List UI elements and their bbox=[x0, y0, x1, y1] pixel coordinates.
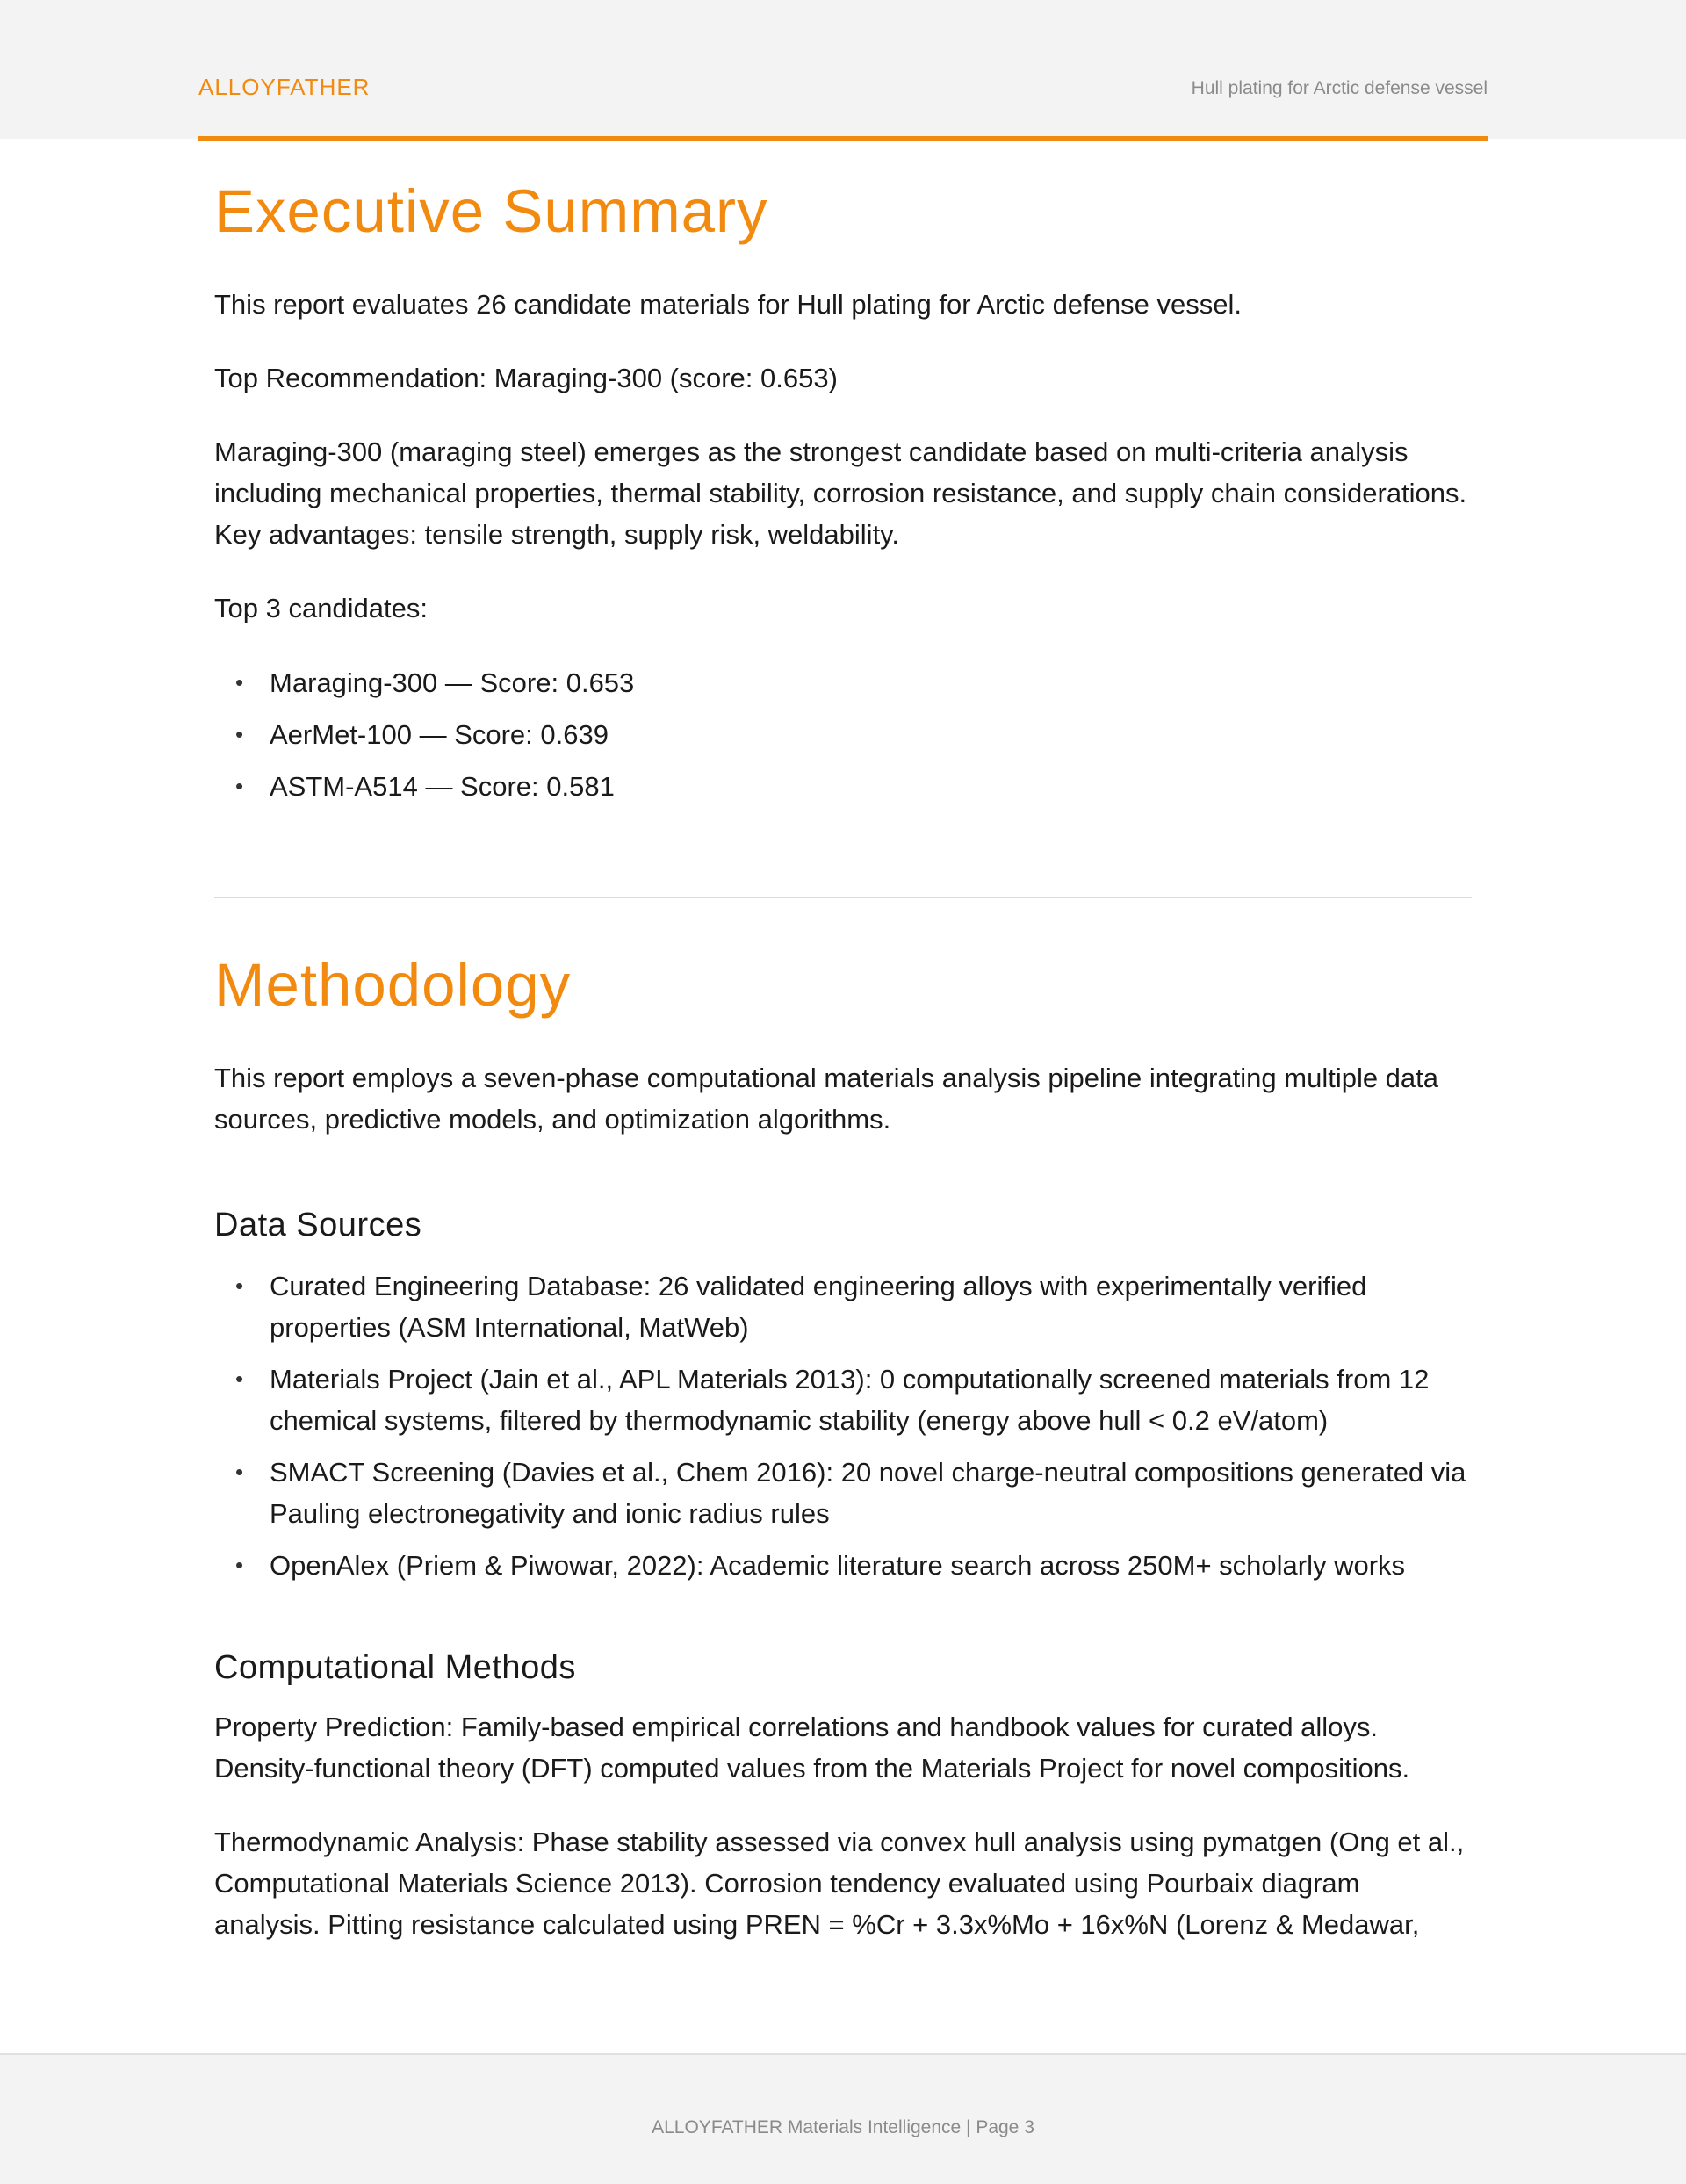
section-divider bbox=[214, 897, 1472, 898]
list-item bbox=[214, 766, 1472, 807]
computational-methods-heading: Computational Methods bbox=[214, 1648, 576, 1686]
footer-text: ALLOYFATHER Materials Intelligence | Page 3 bbox=[652, 2117, 1034, 2137]
data-source-text: Curated Engineering Database: 26 validated engineering alloys with experimentally verified properties (ASM International, MatWeb) bbox=[270, 1270, 1367, 1343]
top-candidates-label: Top 3 candidates: bbox=[214, 592, 429, 623]
thermodynamic-analysis-paragraph: Thermodynamic Analysis: Phase stability assessed via convex hull analysis using pymatgen (Ong et al., Computational Materials Science 2013). Corrosion tendency evaluated using Pourbaix diagram analysis. Pitting resistance calculated using PREN = %Cr + 3.3x%Mo + 16x%N (Lorenz & Medawar, bbox=[214, 1826, 1465, 1940]
bullet-icon: • bbox=[235, 772, 244, 799]
methodology-intro: This report employs a seven-phase computational materials analysis pipeline integrating multiple data sources, predictive models, and optimization algorithms. bbox=[214, 1062, 1439, 1135]
list-item bbox=[214, 1452, 1472, 1534]
brand-logo-text: ALLOYFATHER bbox=[198, 74, 371, 100]
executive-summary-heading: Executive Summary bbox=[214, 177, 768, 245]
methodology-heading: Methodology bbox=[214, 950, 572, 1019]
list-item bbox=[214, 662, 1472, 703]
list-item bbox=[214, 1545, 1472, 1586]
bullet-icon: • bbox=[235, 668, 244, 696]
page-content bbox=[214, 141, 1472, 1945]
data-source-text: OpenAlex (Priem & Piwowar, 2022): Academic literature search across 250M+ scholarly works bbox=[270, 1549, 1406, 1581]
report-subtitle: Hull plating for Arctic defense vessel bbox=[1191, 78, 1488, 98]
top-candidates-list bbox=[214, 662, 1472, 807]
list-item bbox=[214, 1265, 1472, 1348]
list-item bbox=[214, 1359, 1472, 1441]
bullet-icon: • bbox=[235, 1365, 244, 1392]
bullet-icon: • bbox=[235, 1272, 244, 1299]
candidate-text: Maraging-300 — Score: 0.653 bbox=[270, 667, 635, 698]
candidate-text: AerMet-100 — Score: 0.639 bbox=[270, 718, 609, 750]
executive-summary-intro: This report evaluates 26 candidate materials for Hull plating for Arctic defense vessel. bbox=[214, 288, 1242, 320]
bullet-icon: • bbox=[235, 1551, 244, 1578]
property-prediction-paragraph: Property Prediction: Family-based empirical correlations and handbook values for curated alloys. Density-functional theory (DFT) computed values from the Materials Project for novel compositions. bbox=[214, 1711, 1410, 1784]
top-recommendation: Top Recommendation: Maraging-300 (score: 0.653) bbox=[214, 362, 838, 393]
page-header bbox=[0, 0, 1686, 139]
data-source-text: SMACT Screening (Davies et al., Chem 2016): 20 novel charge-neutral compositions generated via Pauling electronegativity and ionic radius rules bbox=[270, 1456, 1466, 1529]
candidate-text: ASTM-A514 — Score: 0.581 bbox=[270, 770, 615, 802]
data-sources-heading: Data Sources bbox=[214, 1206, 422, 1243]
page-footer bbox=[0, 2053, 1686, 2184]
list-item bbox=[214, 714, 1472, 755]
data-sources-list bbox=[214, 1265, 1472, 1586]
bullet-icon: • bbox=[235, 720, 244, 747]
recommendation-description: Maraging-300 (maraging steel) emerges as the strongest candidate based on multi-criteria analysis including mechanical properties, thermal stability, corrosion resistance, and supply chain considerations. Key advantages: tensile strength, supply risk, weldability. bbox=[214, 436, 1467, 550]
bullet-icon: • bbox=[235, 1458, 244, 1485]
data-source-text: Materials Project (Jain et al., APL Materials 2013): 0 computationally screened materials from 12 chemical systems, filtered by thermodynamic stability (energy above hull < 0.2 eV/atom) bbox=[270, 1363, 1430, 1436]
